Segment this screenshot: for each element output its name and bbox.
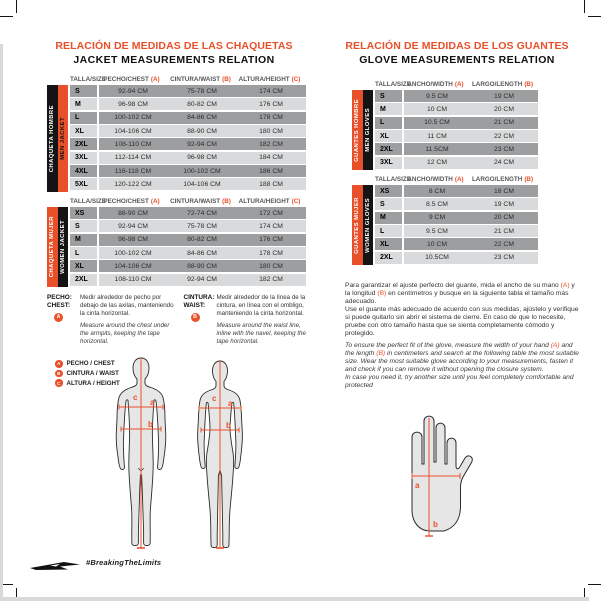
glove-fit-text-es: Para garantizar el ajuste perfecto del guante, mida el ancho de su mano (A) y la longitud (B) en centímetros y busque en la siguiente tabla el tamaño más adecuado. Use el guante más adecuado de acuerdo con sus medidas, ajústelo y verifique si puede quitarlo sin abrir el sistema de cierre. En caso de que lo necesite, pruebe con otro tamaño hasta que se sienta completamente cómodo y protegido. [345, 282, 579, 338]
length-cell: 19 CM [471, 198, 538, 210]
header-size: TALLA/SIZE [70, 198, 106, 205]
key-b: (B) [376, 350, 386, 358]
height-cell: 182 CM [237, 138, 306, 150]
gloves-title [340, 40, 574, 66]
label-b: b [148, 420, 153, 429]
table-row [375, 225, 538, 237]
label-c: c [133, 393, 138, 402]
chest-cell: 116-118 CM [99, 165, 168, 177]
width-cell: 11.5CM [404, 143, 471, 155]
side-label-es: CHAQUETA HOMBRE [49, 104, 56, 173]
size-cell: S [375, 90, 402, 102]
length-cell: 21 CM [471, 225, 538, 237]
size-cell: 2XL [375, 143, 402, 155]
size-cell: S [70, 220, 97, 232]
width-cell: 10.5 CM [404, 117, 471, 129]
legend-label: ALTURA / HEIGHT [66, 379, 120, 387]
size-cell: 2XL [70, 138, 97, 150]
key-b-badge: B [191, 313, 200, 322]
length-cell: 23 CM [471, 143, 538, 155]
hand-silhouette [412, 416, 472, 531]
width-cell: 9.5 CM [404, 225, 471, 237]
side-label-en: WOMEN GLOVES [364, 197, 371, 253]
length-cell: 21 CM [471, 117, 538, 129]
crop-mark [588, 584, 601, 585]
size-cell: XL [70, 260, 97, 272]
size-cell: L [70, 112, 97, 124]
crop-mark [584, 0, 585, 13]
male-body-diagram [106, 355, 176, 555]
waist-cell: 96-98 CM [168, 152, 237, 164]
table-row [375, 117, 538, 129]
key-a: (A) [560, 282, 570, 289]
waist-note [184, 294, 312, 346]
table-row [375, 252, 538, 264]
key-a: (A) [550, 342, 560, 349]
table-row [375, 157, 538, 169]
chest-cell: 104-106 CM [99, 125, 168, 137]
page-edge [0, 597, 589, 601]
table-row [70, 234, 306, 246]
crop-mark [16, 0, 17, 13]
table-row [70, 178, 306, 190]
height-cell: 174 CM [237, 220, 306, 232]
label-a: a [415, 481, 420, 490]
women-gloves-side-label [352, 185, 373, 265]
label-a: a [150, 398, 155, 407]
header-height: ALTURA/HEIGHT (C) [238, 76, 301, 83]
waist-cell: 75-78 CM [168, 85, 237, 97]
waist-cell: 80-82 CM [168, 98, 237, 110]
legend-label: PECHO / CHEST [66, 360, 115, 368]
chest-cell: 92-94 CM [99, 85, 168, 97]
header-height: ALTURA/HEIGHT (C) [238, 198, 301, 205]
length-cell: 20 CM [471, 103, 538, 115]
size-cell: S [70, 85, 97, 97]
height-cell: 180 CM [237, 125, 306, 137]
size-cell: 3XL [375, 157, 402, 169]
legend-key-badge: A [55, 360, 63, 368]
width-cell: 10 CM [404, 238, 471, 250]
jackets-title [38, 40, 310, 66]
chest-cell: 92-94 CM [99, 220, 168, 232]
label-b: b [433, 520, 438, 529]
chest-cell: 108-110 CM [99, 138, 168, 150]
term-es: PECHO: [47, 294, 72, 301]
legend-key-badge: B [55, 370, 63, 378]
chest-cell: 100-102 CM [99, 247, 168, 259]
header-length: LARGO/LENGTH (B) [471, 81, 534, 88]
chest-cell: 104-106 CM [99, 260, 168, 272]
table-header [70, 195, 306, 205]
table-row [70, 152, 306, 164]
men-gloves-table [352, 78, 538, 170]
jackets-title-en: JACKET MEASUREMENTS RELATION [73, 54, 275, 66]
table-row [70, 260, 306, 272]
height-cell: 180 CM [237, 260, 306, 272]
width-cell: 12 CM [404, 157, 471, 169]
height-cell: 182 CM [237, 274, 306, 286]
chest-cell: 108-110 CM [99, 274, 168, 286]
length-cell: 24 CM [471, 157, 538, 169]
side-label-es: GUANTES MUJER [354, 196, 361, 254]
waist-cell: 88-90 CM [168, 260, 237, 272]
table-row [70, 125, 306, 137]
table-row [375, 238, 538, 250]
table-row [70, 247, 306, 259]
crop-mark [588, 16, 601, 17]
waist-cell: 72-74 CM [168, 207, 237, 219]
size-cell: 5XL [70, 178, 97, 190]
table-row [375, 90, 538, 102]
size-cell: L [70, 247, 97, 259]
label-b: b [226, 421, 231, 430]
height-cell: 188 CM [237, 178, 306, 190]
height-cell: 174 CM [237, 85, 306, 97]
side-label-en: MEN GLOVES [364, 108, 371, 152]
chest-cell: 96-98 CM [99, 234, 168, 246]
waist-cell: 92-94 CM [168, 138, 237, 150]
length-cell: 18 CM [471, 185, 538, 197]
table-row [375, 130, 538, 142]
table-row [70, 112, 306, 124]
height-cell: 184 CM [237, 152, 306, 164]
table-row [70, 220, 306, 232]
note-desc-en: Measure around the chest under the armpits, keeping the tape horizontal. [80, 322, 170, 346]
height-cell: 172 CM [237, 207, 306, 219]
brand-swoosh-logo [30, 561, 80, 571]
width-cell: 9 CM [404, 212, 471, 224]
crop-mark [0, 16, 13, 17]
waist-cell: 84-86 CM [168, 247, 237, 259]
term-en: WAIST: [183, 302, 206, 309]
header-size: TALLA/SIZE [375, 176, 411, 183]
note-desc-en: Measure around the waist line, inline with the navel, keeping the tape horizontal. [216, 322, 306, 346]
header-waist: CINTURA/WAIST (B) [170, 76, 231, 83]
label-c: c [212, 394, 217, 403]
height-cell: 186 CM [237, 165, 306, 177]
table-row [375, 103, 538, 115]
size-cell: M [70, 98, 97, 110]
waist-cell: 80-82 CM [168, 234, 237, 246]
jackets-title-es: RELACIÓN DE MEDIDAS DE LAS CHAQUETAS [55, 40, 293, 52]
measurement-notes [47, 294, 311, 346]
size-cell: 2XL [70, 274, 97, 286]
size-cell: 3XL [70, 152, 97, 164]
female-body-diagram [188, 358, 252, 554]
label-a: a [228, 399, 233, 408]
hashtag-breaking-the-limits: #BreakingTheLimits [86, 558, 162, 567]
key-a-badge: A [54, 313, 63, 322]
men-gloves-side-label [352, 90, 373, 170]
gloves-title-es: RELACIÓN DE MEDIDAS DE LOS GUANTES [345, 40, 569, 52]
table-row [70, 274, 306, 286]
length-cell: 23 CM [471, 252, 538, 264]
size-cell: M [375, 103, 402, 115]
legend-key-badge: C [55, 379, 63, 387]
table-row [375, 212, 538, 224]
gloves-title-en: GLOVE MEASUREMENTS RELATION [359, 54, 555, 66]
header-width: ANCHO/WIDTH (A) [407, 176, 464, 183]
term-es: CINTURA: [183, 294, 215, 301]
size-cell: 2XL [375, 252, 402, 264]
height-cell: 176 CM [237, 234, 306, 246]
chest-cell: 120-122 CM [99, 178, 168, 190]
length-cell: 22 CM [471, 130, 538, 142]
term-en: CHEST: [47, 302, 71, 309]
table-header [375, 78, 538, 88]
chest-cell: 100-102 CM [99, 112, 168, 124]
size-cell: M [375, 212, 402, 224]
key-b: (B) [377, 290, 387, 298]
header-size: TALLA/SIZE [375, 81, 411, 88]
header-width: ANCHO/WIDTH (A) [407, 81, 464, 88]
table-row [375, 143, 538, 155]
chest-cell: 88-90 CM [99, 207, 168, 219]
side-label-en: MEN JACKET [59, 116, 66, 160]
header-length: LARGO/LENGTH (B) [471, 176, 534, 183]
table-row [375, 198, 538, 210]
table-header [375, 173, 538, 183]
side-label-es: CHAQUETA MUJER [49, 216, 56, 278]
women-gloves-table [352, 173, 538, 265]
chest-cell: 112-114 CM [99, 152, 168, 164]
table-row [70, 98, 306, 110]
size-cell: S [375, 198, 402, 210]
note-desc-es: Medir alrededor de la línea de la cintura, en línea con el ombligo, manteniendo la cinta horizontal. [216, 294, 306, 318]
table-row [70, 207, 306, 219]
glove-fit-text-en: To ensure the perfect fit of the glove, measure the width of your hand (A) and the length (B) in centimeters and search at the following table the most suitable size. Wear the most suitable glove according to your measurements, fasten it and check if you can remove it without opening the closure system. In case you need it, try another size until you feel completely comfortable and protected [345, 342, 579, 390]
header-waist: CINTURA/WAIST (B) [170, 198, 231, 205]
width-cell: 10 CM [404, 103, 471, 115]
size-cell: XS [70, 207, 97, 219]
chest-note [47, 294, 175, 346]
size-cell: L [375, 225, 402, 237]
length-cell: 22 CM [471, 238, 538, 250]
width-cell: 10.5CM [404, 252, 471, 264]
size-cell: XS [375, 185, 402, 197]
size-cell: M [70, 234, 97, 246]
waist-cell: 75-78 CM [168, 220, 237, 232]
waist-cell: 84-86 CM [168, 112, 237, 124]
height-cell: 178 CM [237, 247, 306, 259]
side-label-en: WOMEN JACKET [59, 220, 66, 274]
size-cell: 4XL [70, 165, 97, 177]
width-cell: 8.5 CM [404, 198, 471, 210]
hand-diagram [400, 410, 476, 540]
width-cell: 11 CM [404, 130, 471, 142]
header-size: TALLA/SIZE [70, 76, 106, 83]
width-cell: 8 CM [404, 185, 471, 197]
height-cell: 178 CM [237, 112, 306, 124]
women-jacket-side-label [47, 207, 68, 287]
waist-cell: 100-102 CM [168, 165, 237, 177]
width-cell: 9.5 CM [404, 90, 471, 102]
header-chest: PECHO/CHEST (A) [103, 198, 160, 205]
table-row [375, 185, 538, 197]
length-cell: 19 CM [471, 90, 538, 102]
note-desc-es: Medir alrededor de pecho por debajo de las axilas, manteniendo la cinta horizontal. [80, 294, 174, 318]
table-header [70, 73, 306, 83]
chest-cell: 96-98 CM [99, 98, 168, 110]
waist-cell: 92-94 CM [168, 274, 237, 286]
women-jacket-table [47, 195, 306, 287]
header-chest: PECHO/CHEST (A) [103, 76, 160, 83]
men-jacket-table [47, 73, 306, 192]
size-cell: XL [375, 130, 402, 142]
legend-label: CINTURA / WAIST [66, 369, 119, 377]
size-cell: XL [70, 125, 97, 137]
men-jacket-side-label [47, 85, 68, 192]
page-edge [0, 44, 3, 601]
size-cell: L [375, 117, 402, 129]
table-row [70, 85, 306, 97]
waist-cell: 88-90 CM [168, 125, 237, 137]
table-row [70, 165, 306, 177]
side-label-es: GUANTES HOMBRE [354, 98, 361, 162]
table-row [70, 138, 306, 150]
size-cell: XL [375, 238, 402, 250]
height-cell: 176 CM [237, 98, 306, 110]
length-cell: 20 CM [471, 212, 538, 224]
waist-cell: 104-106 CM [168, 178, 237, 190]
